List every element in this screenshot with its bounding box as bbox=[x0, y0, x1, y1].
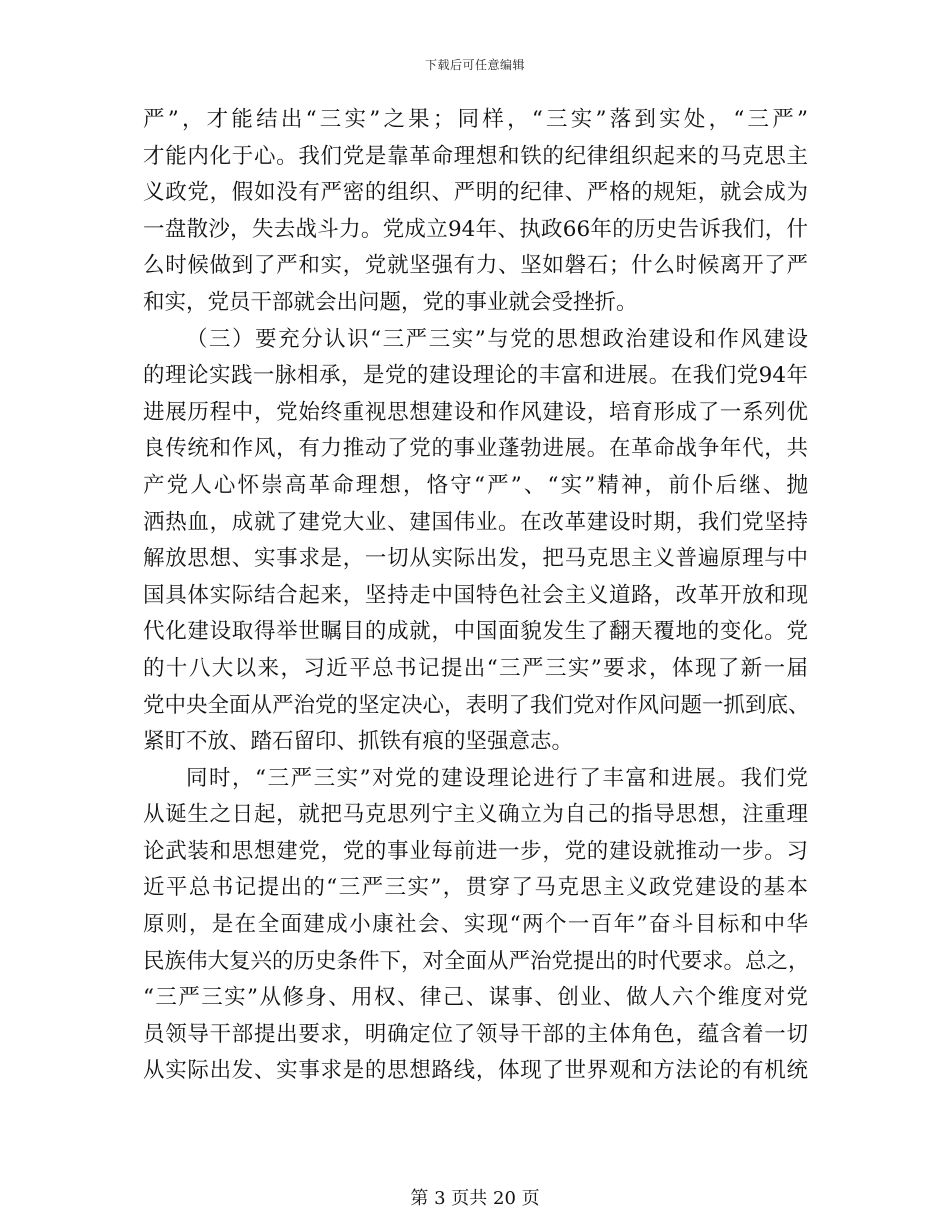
page-header: 下载后可任意编辑 bbox=[424, 58, 525, 72]
text-line: 论武装和思想建党，党的事业每前进一步，党的建设就推动一步。习 bbox=[143, 838, 808, 864]
text-line: 义政党，假如没有严密的组织、严明的纪律、严格的规矩，就会成为 bbox=[143, 180, 808, 206]
text-line: 员领导干部提出要求，明确定位了领导干部的主体角色，蕴含着一切 bbox=[143, 1021, 808, 1047]
text-line: 原则，是在全面建成小康社会、实现“两个一百年”奋斗目标和中华 bbox=[143, 912, 808, 938]
text-line: 代化建设取得举世瞩目的成就，中国面貌发生了翻天覆地的变化。党 bbox=[143, 619, 808, 645]
text-line: 的理论实践一脉相承，是党的建设理论的丰富和进展。在我们党94年 bbox=[143, 363, 808, 389]
text-line: 党中央全面从严治党的坚定决心，表明了我们党对作风问题一抓到底、 bbox=[143, 692, 810, 718]
text-line: 产党人心怀崇高革命理想，恪守“严”、“实”精神，前仆后继、抛 bbox=[143, 472, 808, 498]
page-number-footer: 第 3 页共 20 页 bbox=[410, 1188, 540, 1209]
text-line: “三严三实”从修身、用权、律己、谋事、创业、做人六个维度对党 bbox=[143, 985, 808, 1011]
text-line: 进展历程中，党始终重视思想建设和作风建设，培育形成了一系列优 bbox=[143, 399, 808, 425]
text-line: 严”，才能结出“三实”之果；同样，“三实”落到实处，“三严” bbox=[143, 107, 808, 132]
paragraph-2 bbox=[143, 322, 808, 761]
text-line: 和实，党员干部就会出问题，党的事业就会受挫折。 bbox=[143, 289, 638, 315]
text-line: 良传统和作风，有力推动了党的事业蓬勃进展。在革命战争年代，共 bbox=[143, 436, 808, 462]
text-line: 紧盯不放、踏石留印、抓铁有痕的坚强意志。 bbox=[143, 729, 574, 755]
paragraph-3 bbox=[143, 761, 808, 1090]
paragraph-1 bbox=[143, 102, 808, 322]
text-line: 近平总书记提出的“三严三实”，贯穿了马克思主义政党建设的基本 bbox=[143, 875, 808, 901]
text-line: 国具体实际结合起来，坚持走中国特色社会主义道路，改革开放和现 bbox=[143, 582, 808, 608]
text-line: 同时，“三严三实”对党的建设理论进行了丰富和进展。我们党 bbox=[186, 765, 808, 791]
body-text bbox=[143, 102, 808, 1090]
text-line: 从诞生之日起，就把马克思列宁主义确立为自己的指导思想，注重理 bbox=[143, 802, 808, 828]
text-line: 洒热血，成就了建党大业、建国伟业。在改革建设时期，我们党坚持 bbox=[143, 509, 808, 535]
text-line: 才能内化于心。我们党是靠革命理想和铁的纪律组织起来的马克思主 bbox=[143, 143, 808, 169]
text-line: 从实际出发、实事求是的思想路线，体现了世界观和方法论的有机统 bbox=[143, 1058, 808, 1084]
text-line: （三）要充分认识“三严三实”与党的思想政治建设和作风建设 bbox=[186, 326, 808, 352]
text-line: 一盘散沙，失去战斗力。党成立94年、执政66年的历史告诉我们，什 bbox=[143, 216, 808, 242]
text-line: 的十八大以来，习近平总书记提出“三严三实”要求，体现了新一届 bbox=[143, 655, 808, 681]
text-line: 民族伟大复兴的历史条件下，对全面从严治党提出的时代要求。总之， bbox=[143, 948, 810, 974]
text-line: 解放思想、实事求是，一切从实际出发，把马克思主义普遍原理与中 bbox=[143, 546, 808, 572]
text-line: 么时候做到了严和实，党就坚强有力、坚如磐石；什么时候离开了严 bbox=[143, 253, 808, 279]
